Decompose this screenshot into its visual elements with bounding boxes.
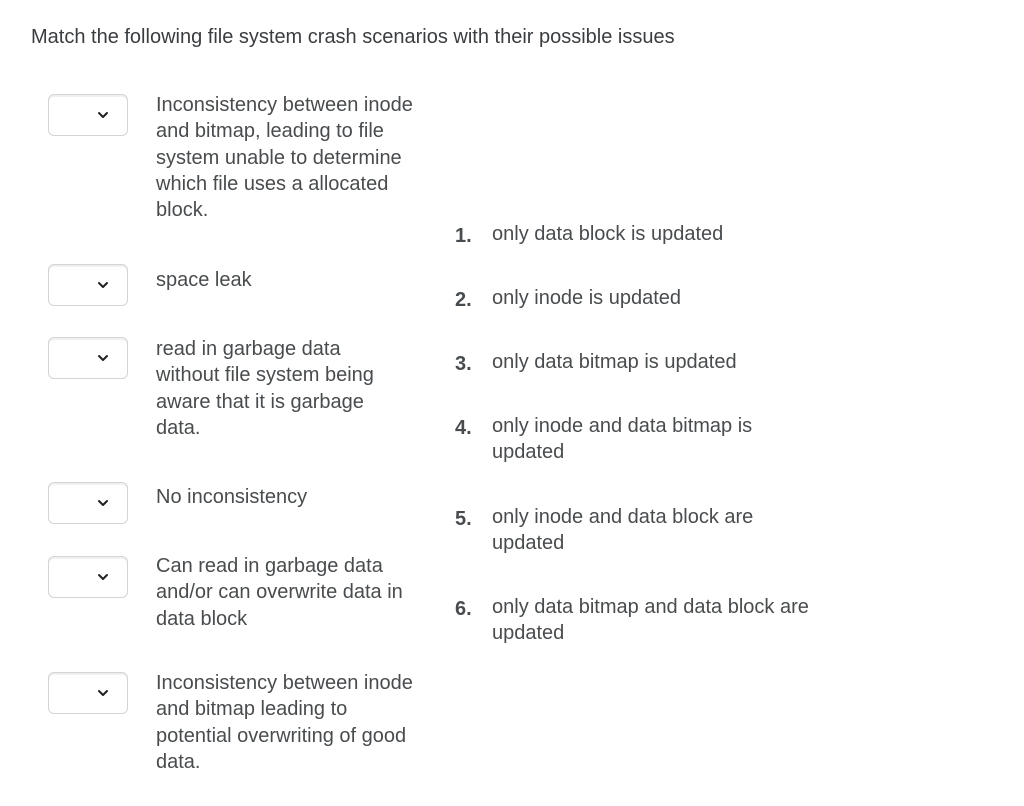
answer-number: 3.: [455, 353, 472, 375]
answer-text: only data block is updated: [492, 223, 724, 245]
match-select-3[interactable]: [48, 337, 128, 379]
answer-number: 4.: [455, 417, 472, 439]
answer-item-5: [455, 504, 815, 556]
answer-number: 2.: [455, 289, 472, 311]
answer-text: only inode is updated: [492, 287, 682, 309]
match-select-5[interactable]: [48, 556, 128, 598]
answer-text: only data bitmap and data block are updated: [492, 596, 809, 644]
chevron-down-icon: [97, 109, 109, 121]
answer-item-4: [455, 413, 815, 465]
match-select-2[interactable]: [48, 264, 128, 306]
answer-item-1: [455, 221, 875, 247]
chevron-down-icon: [97, 279, 109, 291]
answer-number: 5.: [455, 508, 472, 530]
prompt-label-3: read in garbage data without file system being aware that it is garbage data.: [156, 338, 374, 439]
prompt-label-1: Inconsistency between inode and bitmap, leading to file system unable to determine which file uses a allocated block.: [156, 94, 413, 222]
answer-text: only data bitmap is updated: [492, 351, 737, 373]
match-select-4[interactable]: [48, 482, 128, 524]
answer-number: 6.: [455, 598, 472, 620]
chevron-down-icon: [97, 571, 109, 583]
prompt-label-2: space leak: [156, 269, 252, 291]
match-select-6[interactable]: [48, 672, 128, 714]
answer-number: 1.: [455, 225, 472, 247]
chevron-down-icon: [97, 352, 109, 364]
answer-item-2: [455, 285, 875, 311]
prompt-label-4: No inconsistency: [156, 486, 308, 508]
answer-text: only inode and data block are updated: [492, 506, 754, 554]
answer-item-6: [455, 594, 855, 646]
chevron-down-icon: [97, 497, 109, 509]
match-select-1[interactable]: [48, 94, 128, 136]
answer-item-3: [455, 349, 875, 375]
question-title: Match the following file system crash scenarios with their possible issues: [31, 26, 675, 48]
answer-text: only inode and data bitmap is updated: [492, 415, 753, 463]
chevron-down-icon: [97, 687, 109, 699]
prompt-label-6: Inconsistency between inode and bitmap leading to potential overwriting of good data.: [156, 672, 413, 773]
prompt-label-5: Can read in garbage data and/or can overwrite data in data block: [156, 555, 403, 630]
